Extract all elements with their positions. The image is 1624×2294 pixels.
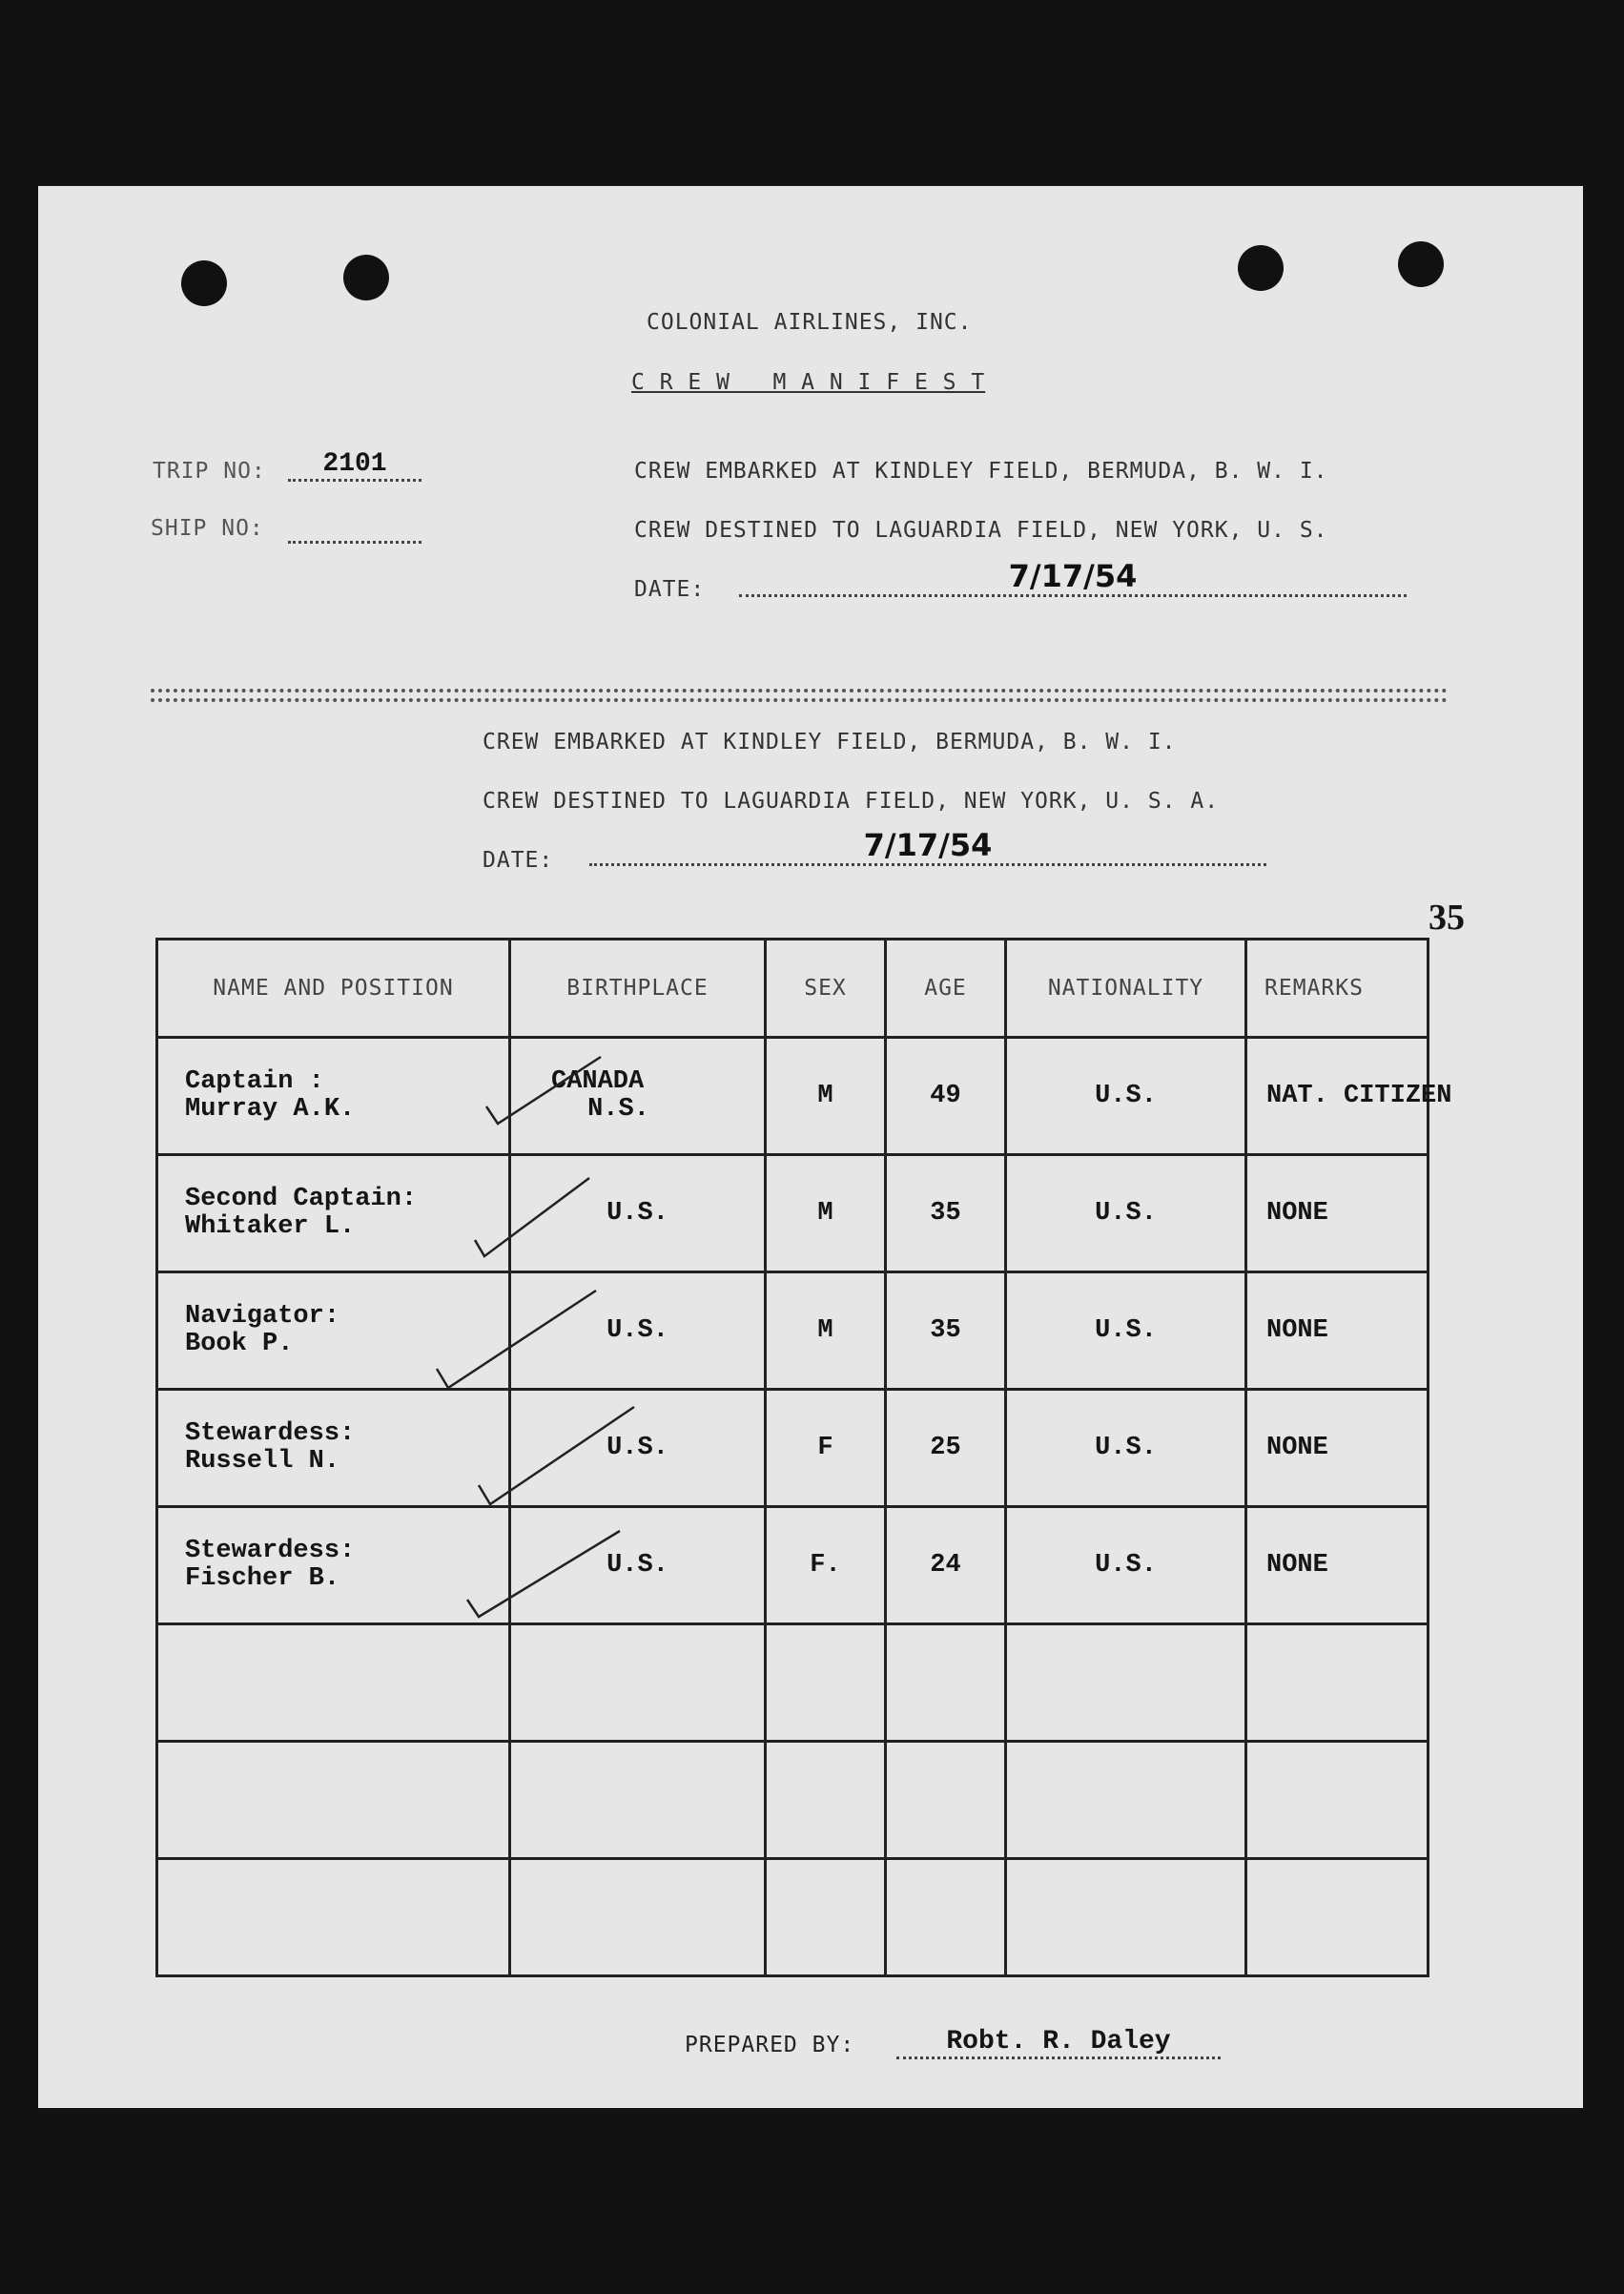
remarks-cell: NONE	[1246, 1272, 1429, 1390]
birthplace-line: CANADA	[551, 1067, 645, 1096]
nationality-cell: U.S.	[1006, 1038, 1246, 1155]
empty-row	[157, 1742, 1429, 1859]
manifest-sheet	[38, 186, 1583, 2108]
column-header: BIRTHPLACE	[510, 940, 766, 1038]
empty-cell	[1246, 1742, 1429, 1859]
empty-cell	[886, 1624, 1006, 1742]
nationality-cell: U.S.	[1006, 1507, 1246, 1624]
empty-cell	[510, 1859, 766, 1976]
empty-cell	[886, 1742, 1006, 1859]
sex-cell: M	[766, 1038, 886, 1155]
column-header: NAME AND POSITION	[157, 940, 510, 1038]
crew-position: Captain :	[185, 1067, 324, 1096]
empty-row	[157, 1624, 1429, 1742]
company-name: COLONIAL AIRLINES, INC.	[647, 310, 973, 335]
empty-cell	[766, 1742, 886, 1859]
destined-line: CREW DESTINED TO LAGUARDIA FIELD, NEW YORK, U. S.	[634, 518, 1328, 543]
checkmark-icon	[420, 1283, 601, 1416]
ship-label: SHIP NO:	[151, 516, 264, 541]
crew-name: Fischer B.	[185, 1564, 340, 1593]
empty-cell	[1006, 1742, 1246, 1859]
empty-cell	[766, 1859, 886, 1976]
age-cell: 25	[886, 1390, 1006, 1507]
empty-cell	[1246, 1859, 1429, 1976]
crew-name: Whitaker L.	[185, 1212, 356, 1241]
prepared-by-signature: Robt. R. Daley	[896, 2027, 1221, 2059]
empty-cell	[157, 1859, 510, 1976]
empty-cell	[510, 1742, 766, 1859]
nationality-cell: U.S.	[1006, 1390, 1246, 1507]
sex-cell: F.	[766, 1507, 886, 1624]
age-cell: 49	[886, 1038, 1006, 1155]
remarks-cell: NAT. CITIZEN	[1246, 1038, 1429, 1155]
birthplace-line: U.S.	[606, 1434, 668, 1462]
table-row	[157, 1272, 1429, 1390]
crew-name: Russell N.	[185, 1447, 340, 1476]
punch-hole	[1398, 241, 1444, 287]
checkmark-icon	[465, 1168, 599, 1283]
date-value: 7/17/54	[739, 558, 1407, 597]
nationality-cell: U.S.	[1006, 1155, 1246, 1272]
name-cell	[157, 1507, 510, 1624]
sex-cell: F	[766, 1390, 886, 1507]
nationality-cell: U.S.	[1006, 1272, 1246, 1390]
empty-cell	[1006, 1624, 1246, 1742]
date-label-2: DATE:	[483, 848, 554, 873]
column-header: REMARKS	[1246, 940, 1429, 1038]
birthplace-line: U.S.	[606, 1199, 668, 1228]
remarks-cell: NONE	[1246, 1507, 1429, 1624]
prepared-by-label: PREPARED BY:	[685, 2033, 855, 2057]
sex-cell: M	[766, 1272, 886, 1390]
age-cell: 24	[886, 1507, 1006, 1624]
trip-number: 2101	[288, 449, 421, 482]
column-header: AGE	[886, 940, 1006, 1038]
punch-hole	[343, 255, 389, 300]
empty-cell	[886, 1859, 1006, 1976]
birthplace-line: U.S.	[606, 1551, 668, 1580]
crew-position: Stewardess:	[185, 1419, 356, 1448]
page-number: 35	[1429, 898, 1465, 938]
sex-cell: M	[766, 1155, 886, 1272]
crew-name: Book P.	[185, 1330, 294, 1358]
checkmark-icon	[467, 1397, 639, 1531]
name-cell	[157, 1038, 510, 1155]
birthplace-line: U.S.	[606, 1316, 668, 1345]
crew-position: Stewardess:	[185, 1537, 356, 1565]
separator-rule	[151, 689, 1448, 692]
destined-line-2: CREW DESTINED TO LAGUARDIA FIELD, NEW YORK, U. S. A.	[483, 789, 1220, 814]
age-cell: 35	[886, 1155, 1006, 1272]
empty-cell	[1006, 1859, 1246, 1976]
empty-cell	[157, 1624, 510, 1742]
column-header: SEX	[766, 940, 886, 1038]
checkmark-icon	[458, 1521, 629, 1636]
empty-row	[157, 1859, 1429, 1976]
remarks-cell: NONE	[1246, 1155, 1429, 1272]
remarks-cell: NONE	[1246, 1390, 1429, 1507]
table-row	[157, 1155, 1429, 1272]
column-header: NATIONALITY	[1006, 940, 1246, 1038]
document-title: C R E W M A N I F E S T	[631, 370, 986, 395]
embarked-line-2: CREW EMBARKED AT KINDLEY FIELD, BERMUDA, B. W. I.	[483, 730, 1177, 754]
birthplace-line: N.S.	[587, 1095, 649, 1124]
crew-position: Second Captain:	[185, 1185, 418, 1213]
table-row	[157, 1507, 1429, 1624]
empty-cell	[1246, 1624, 1429, 1742]
embarked-line: CREW EMBARKED AT KINDLEY FIELD, BERMUDA, B. W. I.	[634, 459, 1328, 484]
name-cell	[157, 1155, 510, 1272]
trip-label: TRIP NO:	[153, 459, 266, 484]
ship-number	[288, 516, 421, 544]
empty-cell	[766, 1624, 886, 1742]
table-row	[157, 1038, 1429, 1155]
date-label: DATE:	[634, 577, 706, 602]
date-value-2: 7/17/54	[589, 827, 1266, 866]
crew-table	[155, 938, 1452, 1977]
crew-position: Navigator:	[185, 1302, 340, 1331]
punch-hole	[181, 260, 227, 306]
empty-cell	[510, 1624, 766, 1742]
punch-hole	[1238, 245, 1284, 291]
empty-cell	[157, 1742, 510, 1859]
table-row	[157, 1390, 1429, 1507]
crew-name: Murray A.K.	[185, 1095, 356, 1124]
checkmark-icon	[477, 1049, 610, 1164]
age-cell: 35	[886, 1272, 1006, 1390]
separator-rule	[151, 698, 1448, 702]
table-header-row	[157, 940, 1429, 1038]
